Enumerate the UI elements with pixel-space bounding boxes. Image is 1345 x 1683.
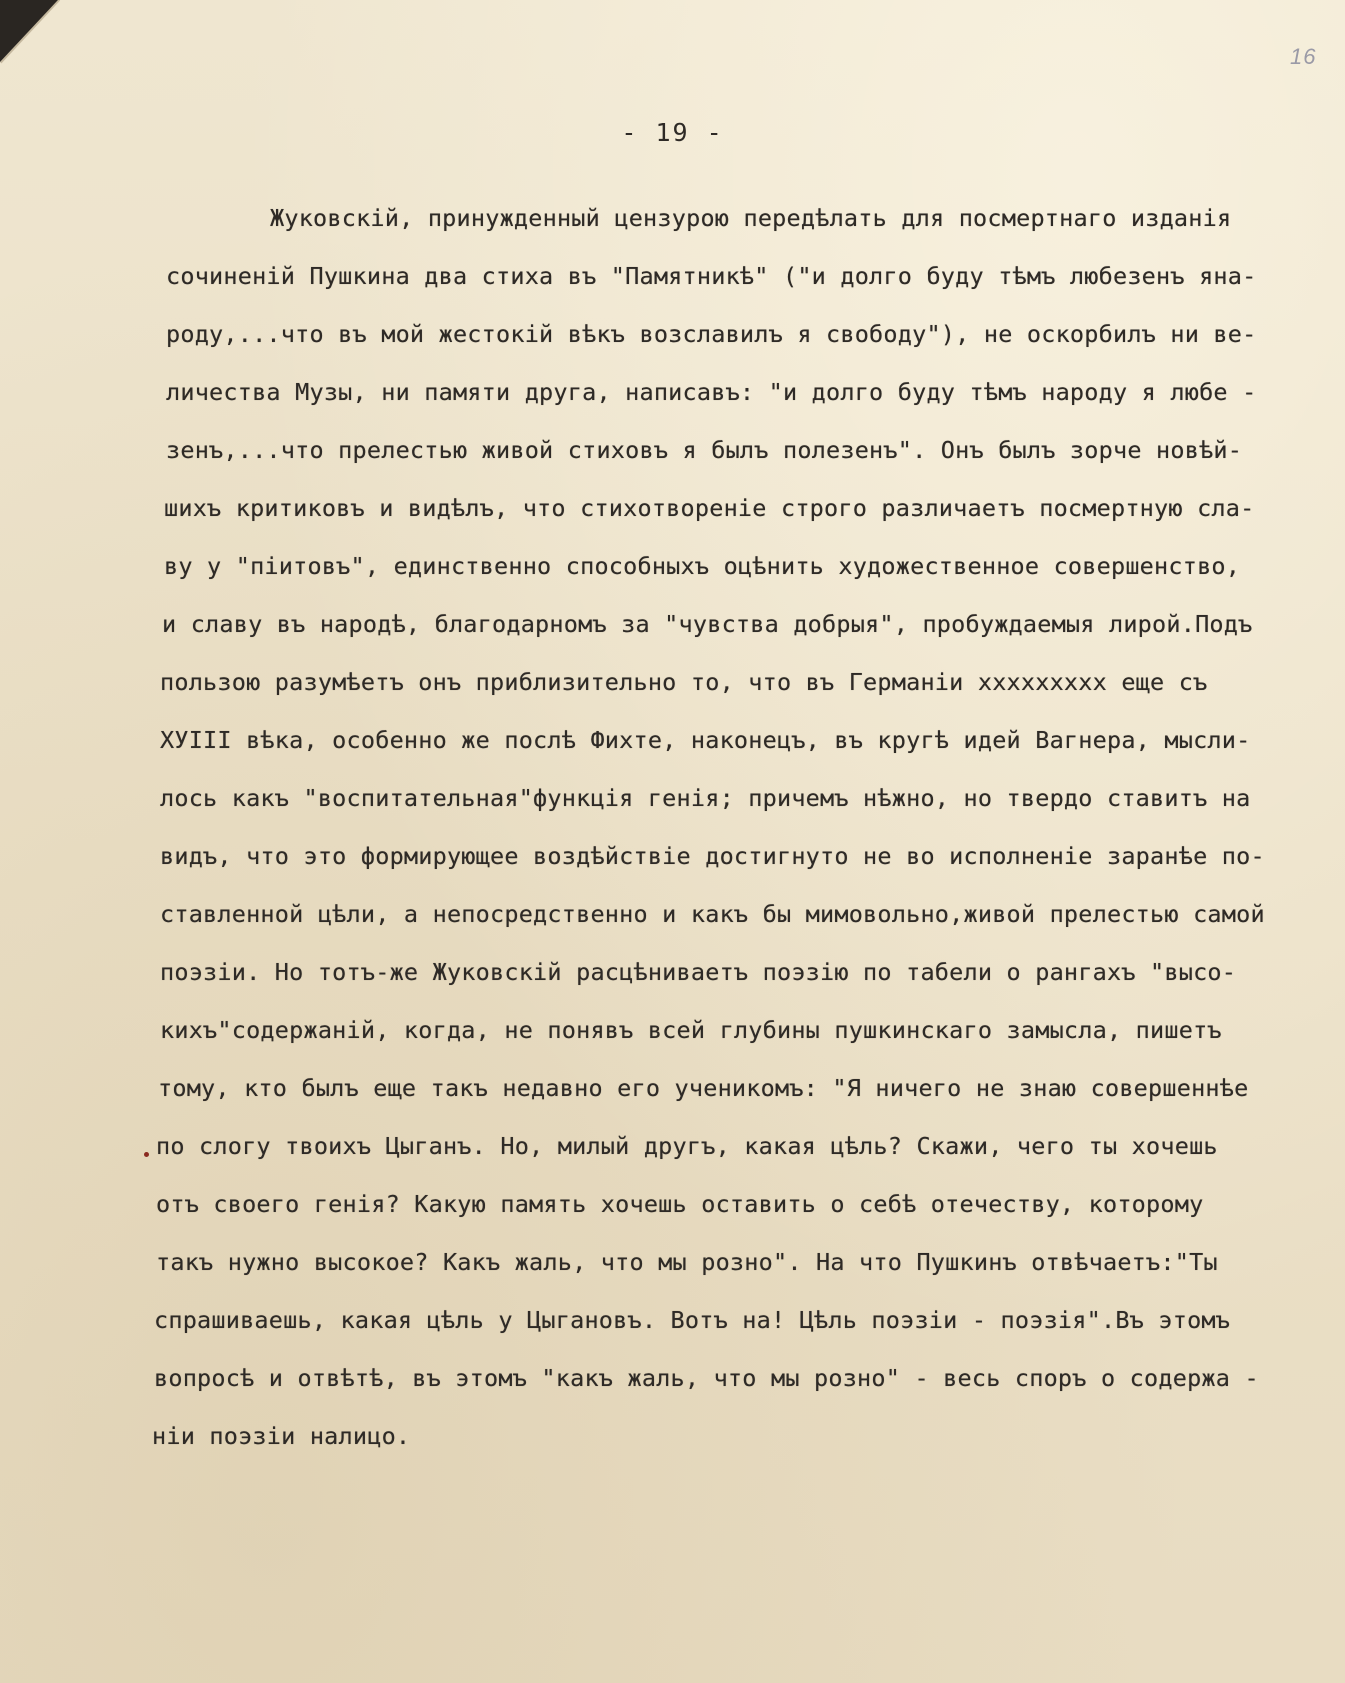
text-line: шихъ критиковъ и видѣлъ, что стихотвореніе строго различаетъ посмертную сла- xyxy=(164,494,1255,522)
text-line: поэзіи. Но тотъ-же Жуковскій расцѣниваетъ поэзію по табели о рангахъ "высо- xyxy=(160,958,1237,986)
text-line: тому, кто былъ еще такъ недавно его ученикомъ: "Я ничего не знаю совершеннѣе xyxy=(158,1074,1249,1102)
text-line: и славу въ народѣ, благодарномъ за "чувства добрыя", пробуждаемыя лирой.Подъ xyxy=(162,610,1253,638)
text-line: ХУIII вѣка, особенно же послѣ Фихте, наконецъ, въ кругѣ идей Вагнера, мысли- xyxy=(160,726,1251,754)
text-line: Жуковскій, принужденный цензурою передѣлать для посмертнаго изданія xyxy=(270,204,1232,232)
text-line: такъ нужно высокое? Какъ жаль, что мы розно". На что Пушкинъ отвѣчаетъ:"Ты xyxy=(156,1248,1218,1276)
text-line: роду,...что въ мой жестокій вѣкъ возславилъ я свободу"), не оскорбилъ ни ве- xyxy=(166,320,1257,348)
text-line: ніи поэзіи налицо. xyxy=(152,1422,411,1450)
text-line: по слогу твоихъ Цыганъ. Но, милый другъ, какая цѣль? Скажи, чего ты хочешь xyxy=(156,1132,1218,1160)
page-number: - 19 - xyxy=(621,118,724,147)
text-line: личества Музы, ни памяти друга, написавъ: "и долго буду тѣмъ народу я любе - xyxy=(166,378,1257,406)
text-line: ставленной цѣли, а непосредственно и какъ бы мимовольно,живой прелестью самой xyxy=(160,900,1265,928)
text-line: ву у "піитовъ", единственно способныхъ оцѣнить художественное совершенство, xyxy=(164,552,1241,580)
text-line: сочиненій Пушкина два стиха въ "Памятникѣ" ("и долго буду тѣмъ любезенъ яна- xyxy=(166,262,1257,290)
archive-folio-number: 16 xyxy=(1290,44,1317,69)
margin-ink-dot xyxy=(144,1152,149,1157)
text-line: спрашиваешь, какая цѣль у Цыгановъ. Вотъ на! Цѣль поэзіи - поэзія".Въ этомъ xyxy=(154,1306,1231,1334)
text-line: вопросѣ и отвѣтѣ, въ этомъ "какъ жаль, что мы розно" - весь споръ о содержа - xyxy=(154,1364,1259,1392)
text-line: видъ, что это формирующее воздѣйствіе достигнуто не во исполненіе заранѣе по- xyxy=(160,842,1265,870)
text-line: лось какъ "воспитательная"функція генія; причемъ нѣжно, но твердо ставитъ на xyxy=(160,784,1251,812)
text-line: кихъ"содержаній, когда, не понявъ всей глубины пушкинскаго замысла, пишетъ xyxy=(160,1016,1222,1044)
text-line: пользою разумѣетъ онъ приблизительно то, что въ Германіи ххххххххх еще съ xyxy=(160,668,1208,696)
text-line: зенъ,...что прелестью живой стиховъ я былъ полезенъ". Онъ былъ зорче новѣй- xyxy=(166,436,1243,464)
text-line: отъ своего генія? Какую память хочешь оставить о себѣ отечеству, которому xyxy=(156,1190,1204,1218)
